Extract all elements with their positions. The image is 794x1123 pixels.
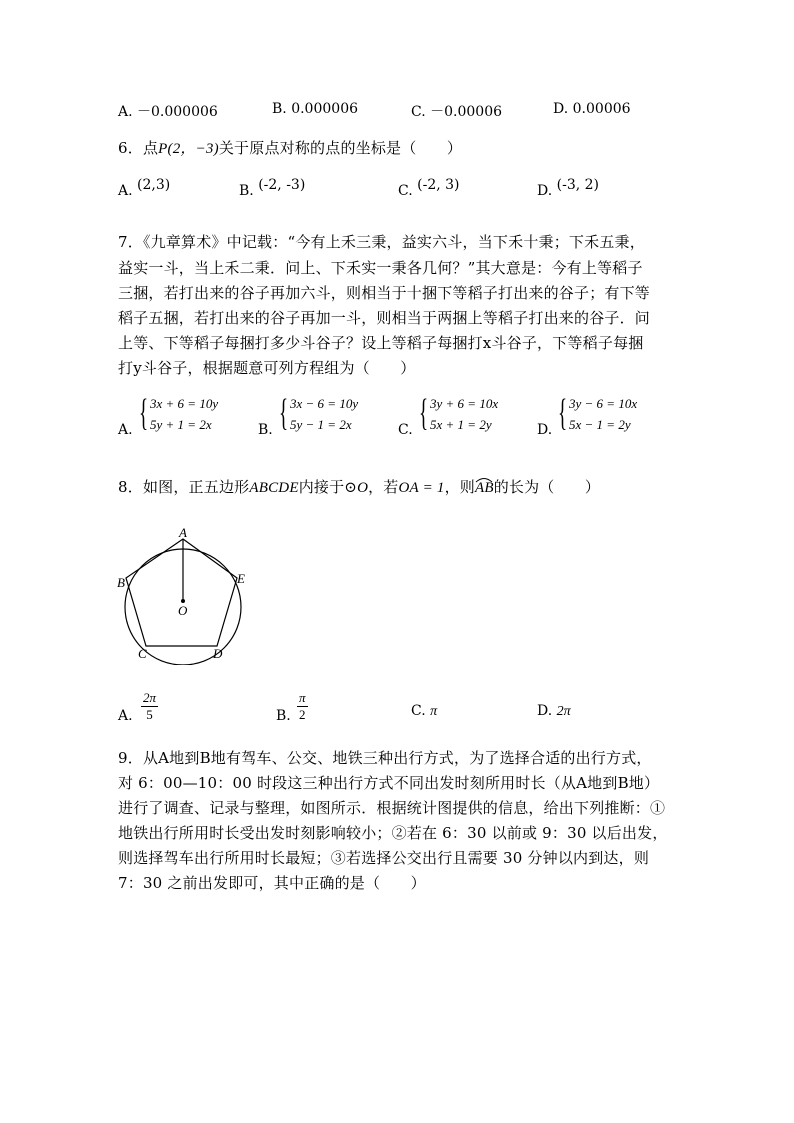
- brace-icon: {: [419, 392, 429, 434]
- q6-option-c[interactable]: C. (-2, 3): [398, 177, 460, 199]
- arc-ab: AB: [475, 480, 494, 496]
- q8-b-fraction: $\frac{\pi}{2}$: [299, 690, 306, 722]
- q9-line-4: 地铁出行所用时长受出发时刻影响较小；②若在 6：30 以前或 9：30 以后出发，: [118, 824, 668, 842]
- q6-option-b[interactable]: B. (-2, -3): [239, 177, 306, 199]
- q9-line-3: 进行了调查、记录与整理，如图所示．根据统计图提供的信息，给出下列推断：①: [118, 799, 666, 817]
- q7-line-1: 7．《九章算术》中记载：“今有上禾三秉，益实六斗，当下禾十秉；下禾五秉，: [118, 233, 645, 251]
- pentagon-shape: [126, 539, 237, 646]
- pentagon-figure: [110, 525, 260, 665]
- q7-line-2: 益实一斗，当上禾二秉．问上、下禾实一秉各几何？”其大意是：今有上等稻子: [118, 259, 643, 277]
- q6-stem: 6．点P(2，−3)关于原点对称的点的坐标是（ ）: [118, 139, 463, 157]
- label-d: D: [213, 646, 223, 661]
- q7-c-eq2: 5x + 1 = 2y: [430, 417, 492, 432]
- q7-b-eq2: 5y − 1 = 2x: [290, 417, 352, 432]
- q7-line-6: 打y斗谷子，根据题意可列方程组为（ ）: [118, 359, 416, 377]
- label-b: B: [117, 575, 125, 590]
- q8-a-fraction: $\frac{2\pi}{5}$: [143, 690, 157, 722]
- q7-line-5: 上等、下等稻子每捆打多少斗谷子？设上等稻子每捆打x斗谷子，下等稻子每捆: [118, 334, 644, 352]
- q7-d-eq2: 5x − 1 = 2y: [569, 417, 631, 432]
- q6-point: P(2，−3): [158, 141, 219, 157]
- q6-option-a[interactable]: A. (2,3): [118, 177, 171, 199]
- q7-line-3: 三捆，若打出来的谷子再加六斗，则相当于十捆下等稻子打出来的谷子；有下等: [118, 284, 651, 302]
- label-a: A: [179, 525, 187, 540]
- q7-a-eq2: 5y + 1 = 2x: [150, 417, 212, 432]
- q7-d-eq1: 3y − 6 = 10x: [569, 396, 638, 411]
- q5-option-d[interactable]: D. 0.00006: [553, 101, 631, 117]
- q7-a-eq1: 3x + 6 = 10y: [150, 396, 219, 411]
- q9-line-1: 9．从A地到B地有驾车、公交、地铁三种出行方式，为了选择合适的出行方式，: [118, 749, 652, 767]
- q9-line-6: 7：30 之前出发即可，其中正确的是（ ）: [118, 874, 426, 892]
- q8-option-c[interactable]: C. π: [411, 703, 438, 719]
- q5-option-b[interactable]: B. 0.000006: [272, 101, 359, 117]
- q7-line-4: 稻子五捆，若打出来的谷子再加一斗，则相当于两捆上等稻子打出来的谷子．问: [118, 309, 651, 327]
- brace-icon: {: [279, 392, 289, 434]
- q7-c-eq1: 3y + 6 = 10x: [430, 396, 499, 411]
- q9-line-2: 对 6：00—10：00 时段这三种出行方式不同出发时刻所用时长（从A地到B地）: [118, 774, 660, 792]
- q7-b-eq1: 3x − 6 = 10y: [290, 396, 359, 411]
- brace-icon: {: [139, 392, 149, 434]
- q5-option-c[interactable]: C. －0.00006: [411, 104, 503, 120]
- label-o: O: [178, 603, 188, 618]
- label-c: C: [138, 646, 147, 661]
- arc-icon: [475, 475, 493, 483]
- q5-option-a[interactable]: A. －0.000006: [118, 104, 218, 120]
- q9-line-5: 则选择驾车出行所用时长最短；③若选择公交出行且需要 30 分钟以内到达，则: [118, 849, 650, 867]
- q8-option-d[interactable]: D. 2π: [537, 703, 571, 719]
- q8-stem: 8．如图，正五边形ABCDE内接于⊙O，若OA = 1，则AB 的长为（ ）: [118, 477, 600, 498]
- label-e: E: [237, 571, 245, 586]
- brace-icon: {: [558, 392, 568, 434]
- q6-option-d[interactable]: D. (-3, 2): [537, 177, 600, 199]
